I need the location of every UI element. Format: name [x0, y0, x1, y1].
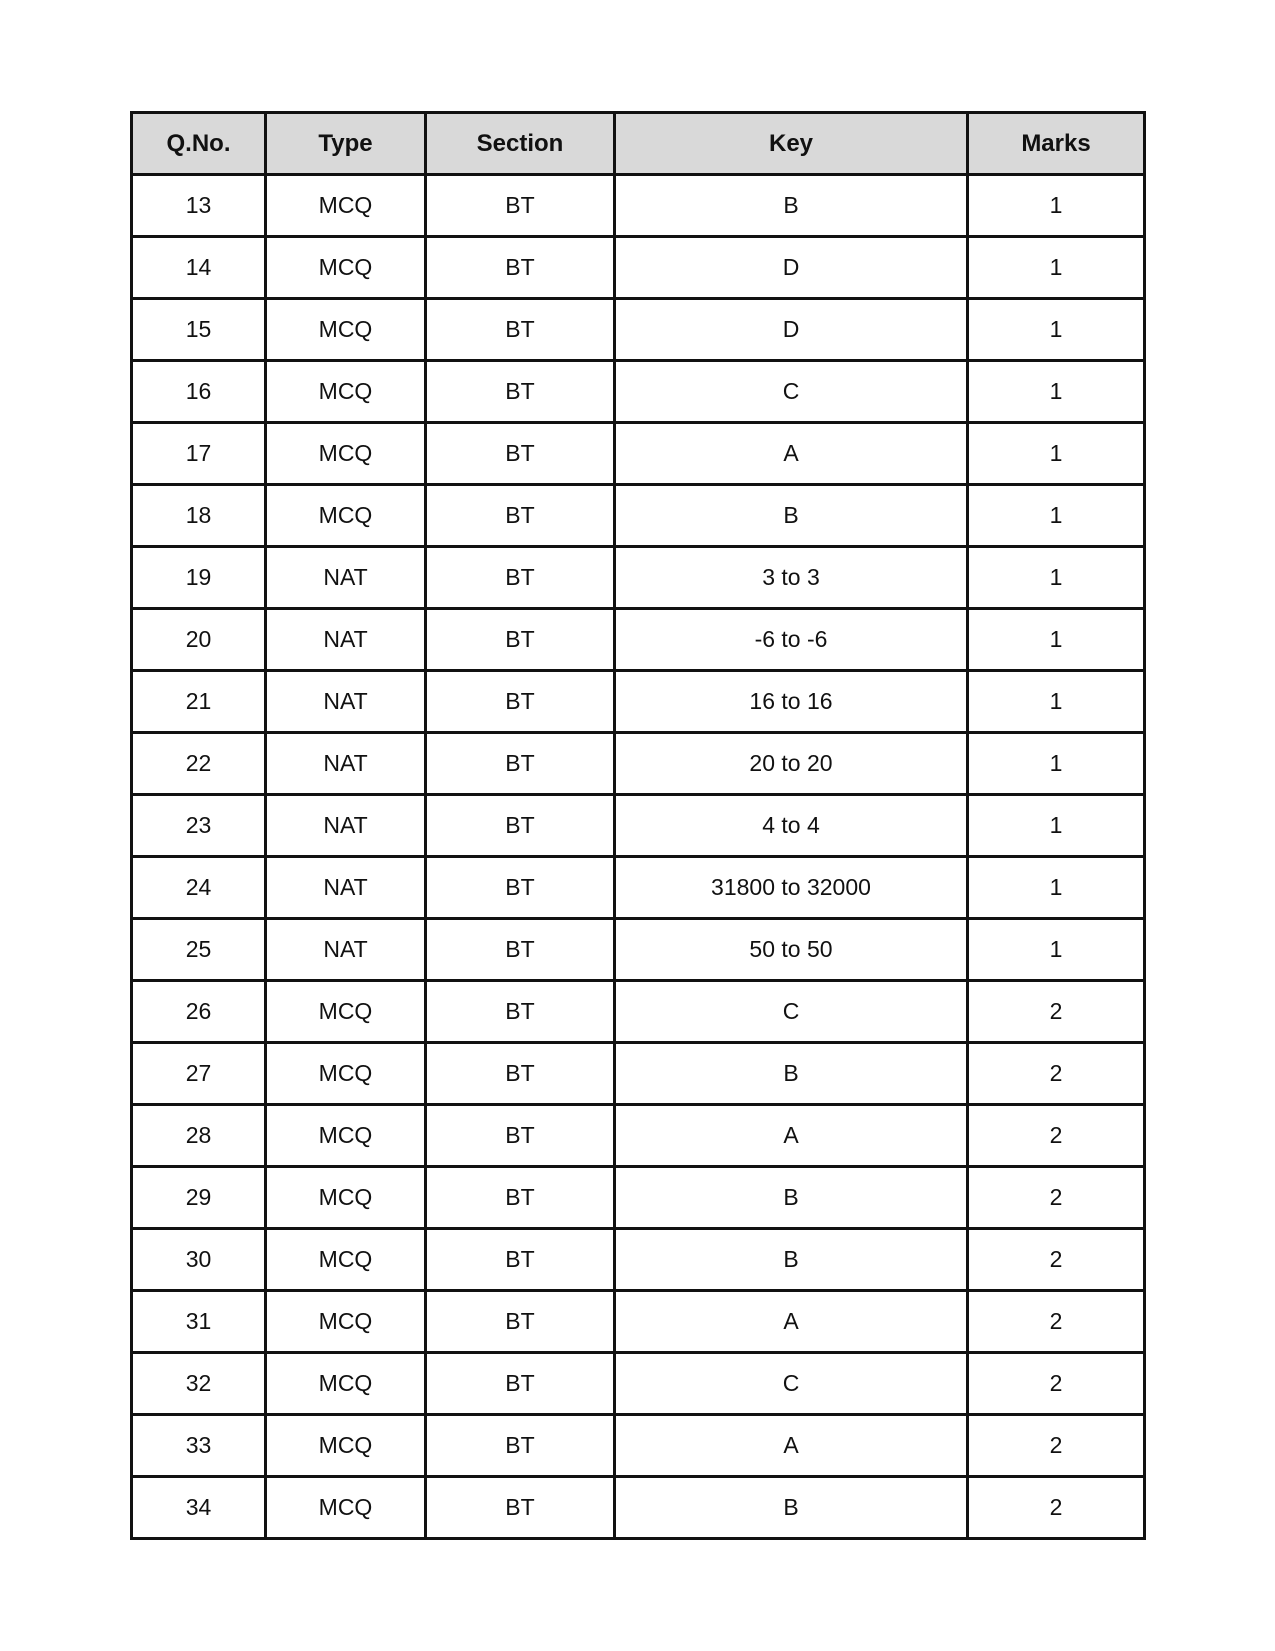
table-row	[132, 423, 1145, 485]
cell-marks: 2	[968, 1477, 1145, 1539]
cell-qno: 32	[132, 1353, 266, 1415]
cell-section: BT	[426, 361, 615, 423]
cell-marks: 1	[968, 919, 1145, 981]
cell-type: NAT	[266, 857, 426, 919]
cell-key: 16 to 16	[615, 671, 968, 733]
cell-marks: 1	[968, 361, 1145, 423]
cell-key: B	[615, 1167, 968, 1229]
cell-section: BT	[426, 1105, 615, 1167]
cell-type: MCQ	[266, 981, 426, 1043]
cell-type: MCQ	[266, 1477, 426, 1539]
cell-marks: 1	[968, 237, 1145, 299]
cell-key: B	[615, 1477, 968, 1539]
cell-marks: 1	[968, 485, 1145, 547]
table-row	[132, 1229, 1145, 1291]
header-qno: Q.No.	[132, 113, 266, 175]
table-row	[132, 1291, 1145, 1353]
cell-section: BT	[426, 671, 615, 733]
cell-key: B	[615, 485, 968, 547]
cell-marks: 2	[968, 1167, 1145, 1229]
header-type: Type	[266, 113, 426, 175]
cell-section: BT	[426, 1043, 615, 1105]
cell-key: C	[615, 981, 968, 1043]
table-row	[132, 361, 1145, 423]
cell-qno: 14	[132, 237, 266, 299]
table-row	[132, 919, 1145, 981]
cell-marks: 1	[968, 175, 1145, 237]
cell-section: BT	[426, 795, 615, 857]
cell-type: MCQ	[266, 1415, 426, 1477]
cell-type: MCQ	[266, 1043, 426, 1105]
cell-key: 20 to 20	[615, 733, 968, 795]
cell-key: A	[615, 1105, 968, 1167]
table-row	[132, 795, 1145, 857]
cell-marks: 2	[968, 1229, 1145, 1291]
cell-qno: 26	[132, 981, 266, 1043]
cell-qno: 30	[132, 1229, 266, 1291]
cell-qno: 13	[132, 175, 266, 237]
cell-key: A	[615, 423, 968, 485]
header-section: Section	[426, 113, 615, 175]
cell-qno: 22	[132, 733, 266, 795]
cell-marks: 2	[968, 1415, 1145, 1477]
cell-marks: 2	[968, 1043, 1145, 1105]
table-row	[132, 237, 1145, 299]
table-row	[132, 1167, 1145, 1229]
cell-qno: 31	[132, 1291, 266, 1353]
cell-qno: 15	[132, 299, 266, 361]
cell-key: B	[615, 1043, 968, 1105]
cell-section: BT	[426, 485, 615, 547]
cell-key: A	[615, 1291, 968, 1353]
cell-type: NAT	[266, 547, 426, 609]
cell-section: BT	[426, 609, 615, 671]
table-body	[132, 175, 1145, 1539]
cell-qno: 24	[132, 857, 266, 919]
cell-qno: 29	[132, 1167, 266, 1229]
cell-qno: 20	[132, 609, 266, 671]
cell-type: MCQ	[266, 1229, 426, 1291]
cell-marks: 2	[968, 1291, 1145, 1353]
cell-key: D	[615, 299, 968, 361]
cell-qno: 18	[132, 485, 266, 547]
cell-type: MCQ	[266, 1291, 426, 1353]
cell-key: B	[615, 1229, 968, 1291]
cell-marks: 1	[968, 423, 1145, 485]
cell-section: BT	[426, 919, 615, 981]
cell-marks: 2	[968, 981, 1145, 1043]
cell-qno: 27	[132, 1043, 266, 1105]
cell-marks: 2	[968, 1105, 1145, 1167]
cell-section: BT	[426, 547, 615, 609]
cell-section: BT	[426, 1167, 615, 1229]
table-row	[132, 1353, 1145, 1415]
cell-type: NAT	[266, 609, 426, 671]
table-row	[132, 547, 1145, 609]
cell-qno: 23	[132, 795, 266, 857]
header-key: Key	[615, 113, 968, 175]
table-row	[132, 299, 1145, 361]
cell-section: BT	[426, 1291, 615, 1353]
cell-key: C	[615, 361, 968, 423]
cell-section: BT	[426, 1477, 615, 1539]
table-row	[132, 175, 1145, 237]
cell-marks: 1	[968, 299, 1145, 361]
cell-marks: 2	[968, 1353, 1145, 1415]
cell-section: BT	[426, 1415, 615, 1477]
cell-section: BT	[426, 733, 615, 795]
answer-key-table	[130, 111, 1146, 1540]
cell-section: BT	[426, 299, 615, 361]
cell-section: BT	[426, 1353, 615, 1415]
header-marks: Marks	[968, 113, 1145, 175]
cell-key: -6 to -6	[615, 609, 968, 671]
cell-type: MCQ	[266, 1105, 426, 1167]
cell-marks: 1	[968, 795, 1145, 857]
table-row	[132, 733, 1145, 795]
cell-key: 50 to 50	[615, 919, 968, 981]
cell-key: B	[615, 175, 968, 237]
cell-qno: 17	[132, 423, 266, 485]
cell-qno: 25	[132, 919, 266, 981]
table-row	[132, 857, 1145, 919]
cell-type: MCQ	[266, 237, 426, 299]
cell-type: MCQ	[266, 423, 426, 485]
cell-section: BT	[426, 1229, 615, 1291]
cell-qno: 33	[132, 1415, 266, 1477]
cell-qno: 19	[132, 547, 266, 609]
table-row	[132, 1477, 1145, 1539]
cell-type: NAT	[266, 795, 426, 857]
cell-section: BT	[426, 423, 615, 485]
cell-type: MCQ	[266, 1167, 426, 1229]
cell-qno: 21	[132, 671, 266, 733]
cell-section: BT	[426, 981, 615, 1043]
cell-type: MCQ	[266, 361, 426, 423]
cell-qno: 16	[132, 361, 266, 423]
cell-key: 3 to 3	[615, 547, 968, 609]
table-row	[132, 1043, 1145, 1105]
cell-section: BT	[426, 857, 615, 919]
cell-key: C	[615, 1353, 968, 1415]
cell-marks: 1	[968, 671, 1145, 733]
cell-marks: 1	[968, 857, 1145, 919]
cell-type: MCQ	[266, 1353, 426, 1415]
cell-key: A	[615, 1415, 968, 1477]
table-row	[132, 1105, 1145, 1167]
cell-type: MCQ	[266, 175, 426, 237]
table-row	[132, 609, 1145, 671]
header-row	[132, 113, 1145, 175]
cell-type: NAT	[266, 733, 426, 795]
cell-type: MCQ	[266, 299, 426, 361]
table-row	[132, 485, 1145, 547]
cell-marks: 1	[968, 733, 1145, 795]
table-row	[132, 1415, 1145, 1477]
cell-marks: 1	[968, 547, 1145, 609]
table-row	[132, 981, 1145, 1043]
cell-qno: 34	[132, 1477, 266, 1539]
cell-section: BT	[426, 237, 615, 299]
table-row	[132, 671, 1145, 733]
cell-marks: 1	[968, 609, 1145, 671]
cell-type: MCQ	[266, 485, 426, 547]
cell-section: BT	[426, 175, 615, 237]
cell-key: 4 to 4	[615, 795, 968, 857]
cell-type: NAT	[266, 919, 426, 981]
cell-key: D	[615, 237, 968, 299]
cell-key: 31800 to 32000	[615, 857, 968, 919]
cell-type: NAT	[266, 671, 426, 733]
cell-qno: 28	[132, 1105, 266, 1167]
